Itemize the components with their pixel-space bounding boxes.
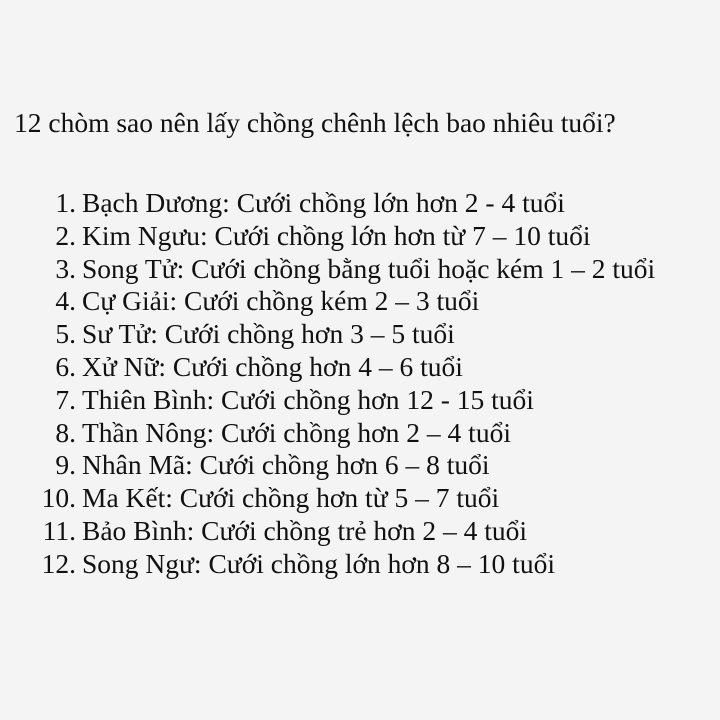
list-item: [0, 514, 720, 547]
list-item-number: 7.: [55, 383, 76, 415]
list-item-number: 1.: [55, 187, 76, 218]
list-item-number: 9.: [55, 449, 76, 481]
list-item: [0, 219, 720, 252]
list-item-text: Nhân Mã: Cưới chồng hơn 6 – 8 tuổi: [82, 449, 490, 481]
page-title: 12 chòm sao nên lấy chồng chênh lệch bao nhiêu tuổi?: [14, 107, 616, 138]
list-item-number: 8.: [55, 416, 76, 448]
list-item-text: Sư Tử: Cưới chồng hơn 3 – 5 tuổi: [82, 318, 455, 350]
list-item: [0, 416, 720, 449]
list-item-text: Thiên Bình: Cưới chồng hơn 12 - 15 tuổi: [82, 383, 534, 415]
list-item-text: Kim Ngưu: Cưới chồng lớn hơn từ 7 – 10 tuổi: [82, 219, 591, 251]
list-item: [0, 350, 720, 383]
list-item: [0, 448, 720, 481]
list-item-text: Bạch Dương: Cưới chồng lớn hơn 2 - 4 tuổi: [82, 187, 565, 218]
list-item-number: 2.: [55, 219, 76, 251]
list-item-number: 6.: [55, 350, 76, 382]
list-item-number: 5.: [55, 318, 76, 350]
list-item: [0, 547, 720, 580]
list-item-text: Xử Nữ: Cưới chồng hơn 4 – 6 tuổi: [82, 350, 463, 382]
list-item-number: 4.: [55, 285, 76, 317]
list-item-number: 12.: [41, 547, 76, 579]
list-item-text: Thần Nông: Cưới chồng hơn 2 – 4 tuổi: [82, 416, 511, 448]
list-item-text: Cự Giải: Cưới chồng kém 2 – 3 tuổi: [82, 285, 480, 317]
list-item: [0, 252, 720, 285]
list-item: [0, 481, 720, 514]
list-item: [0, 284, 720, 317]
list-item-number: 3.: [55, 252, 76, 284]
list-item-text: Bảo Bình: Cưới chồng trẻ hơn 2 – 4 tuổi: [82, 514, 528, 546]
list-item-text: Song Ngư: Cưới chồng lớn hơn 8 – 10 tuổi: [82, 547, 555, 579]
list-item: [0, 186, 720, 219]
list-item: [0, 383, 720, 416]
list-item-number: 11.: [42, 514, 76, 546]
list-item-number: 10.: [41, 482, 76, 514]
list-item-text: Song Tử: Cưới chồng bằng tuổi hoặc kém 1 – 2 tuổi: [82, 252, 656, 284]
zodiac-list: [0, 186, 720, 580]
list-item-text: Ma Kết: Cưới chồng hơn từ 5 – 7 tuổi: [82, 482, 500, 514]
list-item: [0, 317, 720, 350]
